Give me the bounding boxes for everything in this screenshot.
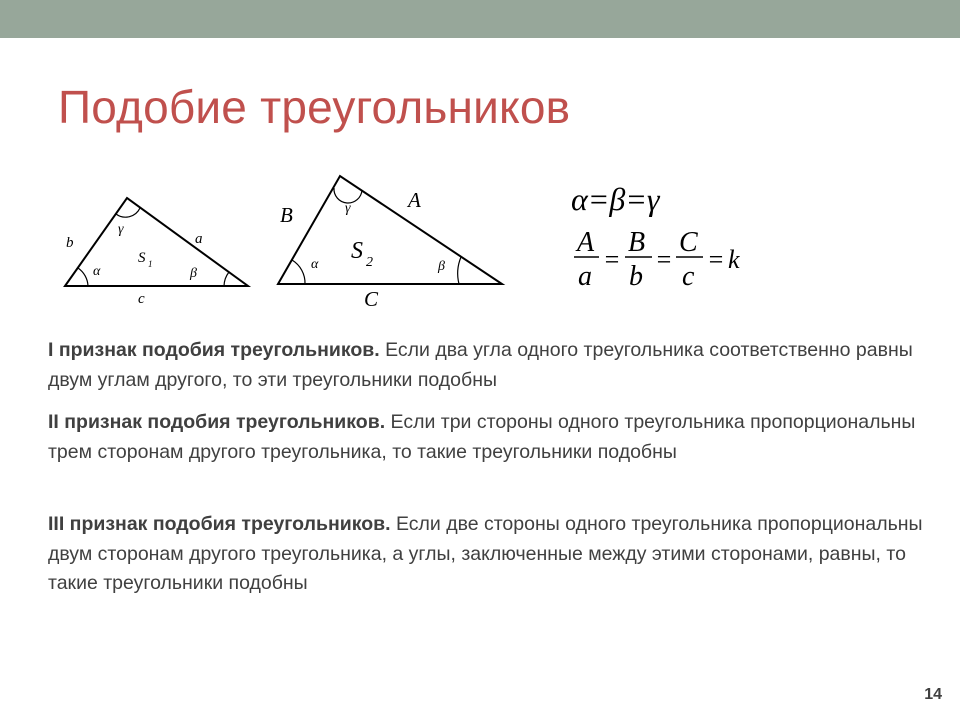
criterion-2-heading: II признак подобия треугольников. xyxy=(48,411,386,433)
t1-area-label: S xyxy=(138,250,146,266)
page-number: 14 xyxy=(924,686,942,703)
ratio-k: k xyxy=(728,245,740,274)
criterion-1-text: Если два угла одного треугольника соответственно равны двум углам другого, то эти треугольники подобны xyxy=(48,339,913,391)
t1-side-a: a xyxy=(195,231,203,247)
triangles-figure xyxy=(0,0,960,320)
formulas xyxy=(571,181,740,292)
t2-area-sub: 2 xyxy=(366,255,373,270)
t1-area-sub: 1 xyxy=(148,259,153,269)
criterion-3-text: Если две стороны одного треугольника пропорциональны двум сторонам другого треугольника, а углы, заключенные между этими сторонами, равны, то такие треугольники подобны xyxy=(48,513,923,594)
criterion-1 xyxy=(48,336,928,395)
t2-angle-gamma: γ xyxy=(345,201,351,216)
triangle-2 xyxy=(278,176,502,311)
t1-side-c: c xyxy=(138,291,145,307)
criterion-1-heading: I признак подобия треугольников. xyxy=(48,339,380,361)
t2-angle-alpha: α xyxy=(311,257,319,272)
criterion-2-text: Если три стороны одного треугольника пропорциональны трем сторонам другого треугольника, то такие треугольники подобны xyxy=(48,411,916,463)
eq-2: = xyxy=(655,245,673,274)
angles-equality: α=β=γ xyxy=(571,181,660,217)
t2-side-A: A xyxy=(408,188,421,212)
ratio-A: A xyxy=(577,227,595,258)
slide-title: Подобие треугольников xyxy=(58,81,571,133)
ratio-B: B xyxy=(628,227,646,258)
t2-area-label: S xyxy=(351,238,363,264)
ratio-b: b xyxy=(629,261,643,292)
t1-angle-gamma: γ xyxy=(118,222,124,237)
ratio-c: c xyxy=(682,261,695,292)
t1-angle-alpha: α xyxy=(93,264,101,279)
criterion-3 xyxy=(48,510,928,599)
triangle-1 xyxy=(65,198,248,307)
criterion-2 xyxy=(48,408,928,467)
t1-side-b: b xyxy=(66,235,74,251)
ratio-C: C xyxy=(679,227,698,258)
ratio-a: a xyxy=(578,261,592,292)
t2-angle-beta: β xyxy=(438,259,445,274)
eq-3: = xyxy=(707,245,725,274)
eq-1: = xyxy=(603,245,621,274)
t2-side-C: C xyxy=(364,287,379,311)
criterion-3-heading: III признак подобия треугольников. xyxy=(48,513,391,535)
t2-side-B: B xyxy=(280,203,293,227)
t1-angle-beta: β xyxy=(190,266,197,281)
